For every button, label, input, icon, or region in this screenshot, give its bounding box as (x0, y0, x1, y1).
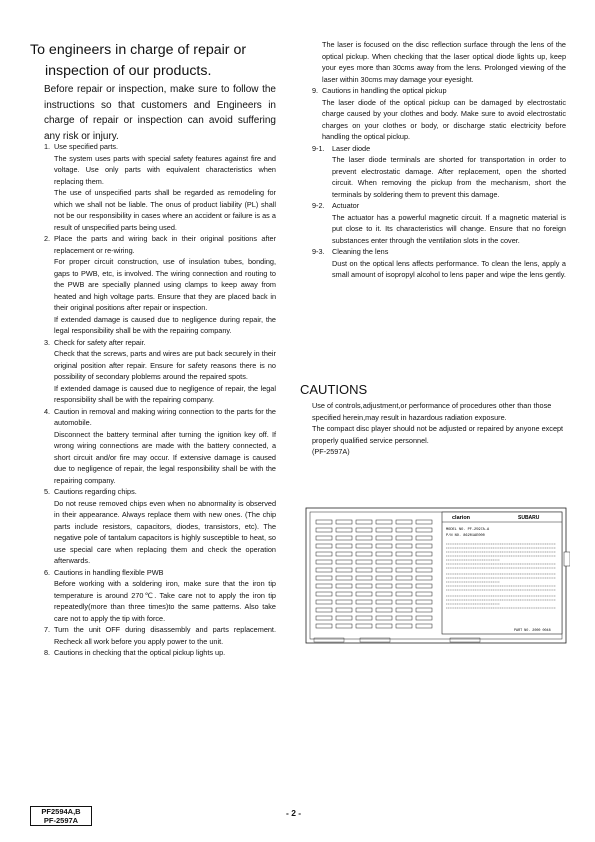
model-number-1: PF2594A,B (41, 807, 81, 816)
instruction-item (44, 567, 276, 625)
right-column (312, 39, 566, 281)
sub-item-number: 9-1. (312, 143, 325, 153)
item-number: 1. (44, 142, 51, 151)
item-heading: Cautions regarding chips. (54, 487, 137, 496)
page-title-line1: To engineers in charge of repair or (30, 42, 247, 58)
cautions-para-2: The compact disc player should not be adjusted or repaired by anyone except properly qualified service personnel. (312, 424, 564, 445)
sub-item-body: The actuator has a powerful magnetic circuit. If a magnetic material is put close to it. Its characteristics will change. Ensure that no foreign substances enter through the ventilation slots in the cover. (332, 212, 566, 245)
instruction-item (44, 141, 276, 233)
cautions-title: CAUTIONS (300, 382, 368, 397)
item-paragraph: If extended damage is caused due to negligence during repair, the legal responsibility shall be with the repairing company. (54, 314, 276, 335)
item-heading: Caution in removal and making wiring connection to the parts for the automobile. (54, 406, 276, 427)
item-heading: Use specified parts. (54, 142, 119, 151)
instruction-item (44, 406, 276, 487)
item-paragraph: Do not reuse removed chips even when no abnormality is observed in their appearance. Always replace them with new ones. (The chip parts include resistors, capacitors, diodes, transistors, etc). The negative pole of tantalum capacitors is highly susceptible to heat, so use special care when replacing them and check the operation afterwards. (54, 498, 276, 565)
item-number: 4. (44, 406, 51, 416)
laser-paragraph: The laser is focused on the disc reflection surface through the lens of the optical pickup. When checking that the laser optical diode lights up, keep your eyes more than 30cms away from the lens. Prolonged viewing of the laser within 30cms may damage your eyesight. (322, 40, 566, 84)
cautions-text (312, 400, 566, 458)
item-heading: Cautions in handling the optical pickup (322, 86, 447, 95)
sub-item-heading: Cleaning the lens (332, 247, 389, 256)
instruction-item (44, 233, 276, 337)
item-heading: Check for safety after repair. (54, 337, 146, 347)
page-number: - 2 - (286, 808, 302, 818)
item-paragraph: If extended damage is caused due to negligence of repair, the legal responsibility shall be with the repairing company. (54, 383, 276, 404)
model-number-2: PF-2597A (43, 816, 79, 825)
cautions-para-1: Use of controls,adjustment,or performance of procedures other than those specified herein,may result in hazardous radiation exposure. (312, 401, 552, 422)
sub-item-heading: Laser diode (332, 143, 371, 153)
sub-item-list (312, 143, 566, 281)
page-title (30, 40, 280, 82)
item-body: The laser diode of the optical pickup can be damaged by electrostatic charge caused by your clothes and body. Make sure to avoid electrostatic charges on your clothes or body, or discharge static electricity before handling the optical pickup. (322, 97, 566, 141)
item-number: 9. (312, 86, 319, 95)
intro-paragraph: Before repair or inspection, make sure to follow the instructions so that customers and Engineers in charge of repair or inspection can avoid suffering any risk or injury. (44, 84, 276, 142)
item-number: 2. (44, 234, 51, 243)
instruction-item (44, 624, 276, 647)
brand-subaru: SUBARU (518, 515, 540, 521)
sub-item-number: 9-3. (312, 247, 325, 256)
model-number-box (30, 806, 92, 826)
instruction-list (44, 141, 276, 659)
item-heading: Place the parts and wiring back in their original positions after replacement or re-wiring. (54, 234, 276, 255)
item-number: 8. (44, 648, 51, 657)
sub-item (312, 246, 566, 281)
sub-item-body: The laser diode terminals are shorted for transportation in order to prevent electrostatic damage. After replacement, open the shorted circuit. When removing the pickup from the mechanism, short the terminals by soldering them to prevent this damage. (332, 155, 566, 199)
sub-item (312, 143, 566, 201)
item-9 (312, 85, 566, 143)
item-heading: Turn the unit OFF during disassembly and parts replacement. Recheck all work before you apply power to the unit. (54, 625, 276, 646)
item-paragraph: The system uses parts with special safety features against fire and voltage. Use only parts with equivalent characteristics when replacing them. (54, 153, 276, 186)
item-number: 3. (44, 337, 51, 347)
item-paragraph: The use of unspecified parts shall be regarded as remodeling for which we shall not be liable. The onus of product liability (PL) shall not be our responsibility in cases where an accident or failure is as a result of unspecified parts being used. (54, 188, 276, 232)
item-heading: Cautions in checking that the optical pickup lights up. (54, 648, 226, 657)
label-footer-partno: PART NO. 2000 0048 (514, 629, 551, 633)
item-number: 6. (44, 567, 51, 577)
label-model-line: MODEL NO. PF-2597A-A (446, 528, 490, 532)
instruction-item (44, 337, 276, 406)
side-connector (564, 552, 570, 566)
sub-item-body: Dust on the optical lens affects performance. To clean the lens, apply a small amount of isopropyl alcohol to lens paper and wipe the lens gently. (332, 258, 566, 279)
cautions-para-3: (PF-2597A) (312, 447, 350, 456)
sub-item (312, 200, 566, 246)
label-part-line: P/N NO. 86201AE000 (446, 534, 485, 538)
item-heading: Cautions in handling flexible PWB (54, 567, 164, 577)
instruction-item (44, 647, 276, 659)
item-paragraph: Before working with a soldering iron, make sure that the iron tip temperature is around 270℃. Take care not to apply the iron tip repeatedly(more than three times)to the same patterns. Also take care not to apply the tip with force. (54, 579, 276, 623)
product-label-illustration (300, 500, 570, 650)
item-number: 5. (44, 487, 51, 496)
item-number: 7. (44, 625, 51, 634)
item-paragraph: Disconnect the battery terminal after turning the ignition key off. If wrong wiring connections are made with the battery connected, a short circuit and/or fire may occur. If extensive damage is caused due to negligence of repair, the legal responsibility shall be with the repairing company. (54, 429, 276, 485)
sub-item-heading: Actuator (332, 201, 360, 210)
item-paragraph: For proper circuit construction, use of insulation tubes, bonding, gaps to PWB, etc, is involved. The wiring connection and routing to the PWB are specially planned using clamps to keep away from heated and high voltage parts. Ensure that they are placed back in their original positions after repair or inspection. (54, 257, 276, 312)
item-paragraph: Check that the screws, parts and wires are put back securely in their original position after repair. Ensure for safety reasons there is no possibility of secondary ploblems around the repaired spots. (54, 349, 276, 381)
page-title-line2: inspection of our products. (45, 63, 212, 79)
instruction-item (44, 486, 276, 567)
brand-clarion: clarion (452, 515, 471, 521)
sub-item-number: 9-2. (312, 201, 325, 210)
